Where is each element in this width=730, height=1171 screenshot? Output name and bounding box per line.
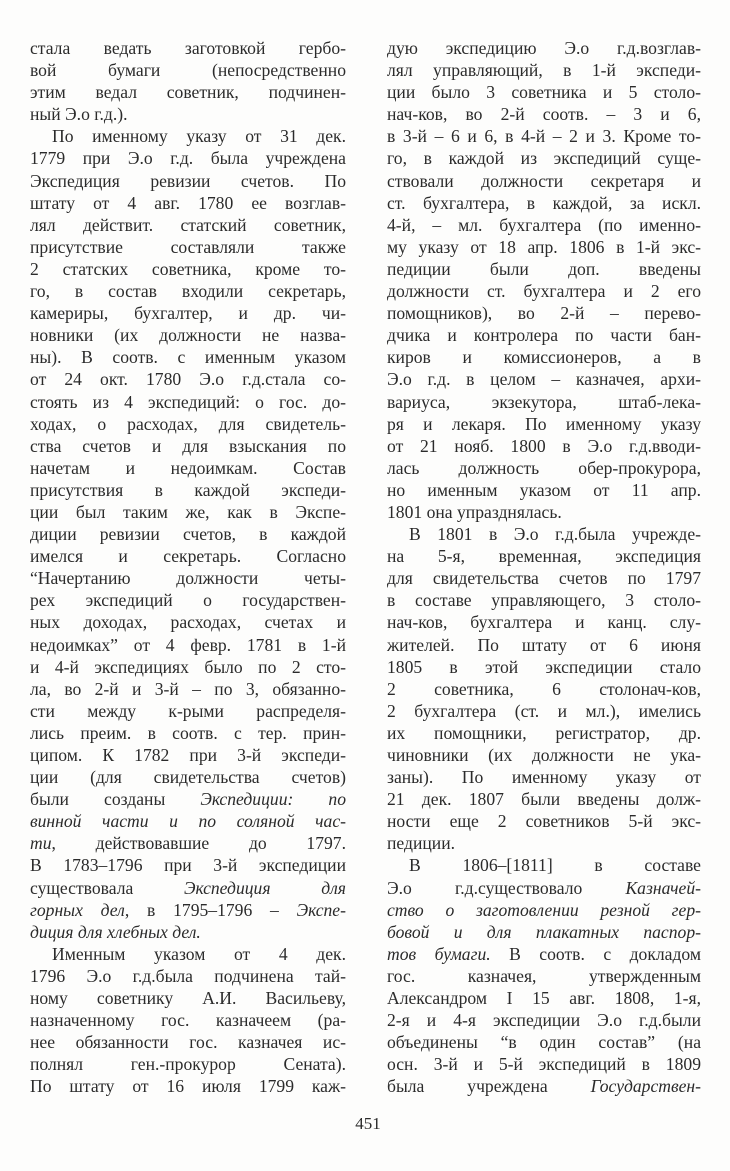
body-text: В соотв. с докладом [490,943,702,964]
text-line [30,236,346,258]
body-text: чиновники (их должности не ука- [387,745,701,765]
text-line [387,567,701,589]
italic-title-text: тов бумаги. [387,943,491,964]
text-line [387,324,701,346]
text-line [30,1009,346,1031]
body-text: 2 статских советника, кроме то- [30,258,346,279]
body-text: дую экспедицию Э.о г.д.возглав- [387,38,701,58]
italic-title-text: диция для хлебных дел. [30,921,201,942]
text-line [387,346,701,368]
text-line [387,854,701,876]
body-text: 2 советника, 6 столонач-ков, [387,678,701,699]
text-line [387,545,701,567]
text-line [387,1075,701,1097]
body-text: была учреждена [387,1076,591,1097]
body-text: нее обязанности гос. казначея ис- [30,1032,346,1053]
body-text: ципом. К 1782 при 3-й экспеди- [30,745,346,765]
text-line [30,965,346,987]
text-line [30,545,346,567]
body-text: в составе управляющего, 3 столо- [387,590,701,611]
text-line [387,766,701,788]
text-line [387,302,701,324]
text-line [387,965,701,987]
text-line [30,302,346,324]
body-text: ходах, о расходах, для свидетель- [30,413,346,434]
text-line [30,192,346,214]
text-line [30,214,346,236]
text-line [30,457,346,479]
body-text: недоимках” от 4 февр. 1781 в 1-й [30,634,346,655]
text-line [387,832,701,854]
body-text: штату от 4 авг. 1780 ее возглав- [30,192,346,213]
text-line [387,236,701,258]
body-text: вой бумаги (непосредственно [30,60,346,81]
body-text: диции ревизии счетов, в каждой [30,524,346,545]
body-text: нач-ков, бухгалтера и канц. слу- [387,612,701,633]
text-line [30,722,346,744]
italic-title-text: ство о заготовлении резной гер- [387,899,701,920]
text-line [387,147,701,169]
text-line [30,810,346,832]
body-text: ла, во 2-й и 3-й – по 3, обязанно- [30,678,346,699]
body-text: сти между к-рыми распределя- [30,700,346,721]
text-line [30,854,346,876]
body-text: жителей. По штату от 6 июня [387,634,701,655]
body-text: “Начертанию должности четы- [30,568,346,589]
body-text: но именным указом от 11 апр. [387,479,701,500]
body-text: ный Э.о г.д.). [30,104,128,125]
italic-title-text: Экспедиции: по [200,789,347,810]
text-line [387,435,701,457]
body-text: рех экспедиций о государствен- [30,590,346,611]
text-line [387,258,701,280]
body-text: назначенному гос. казначеем (ра- [30,1010,346,1031]
italic-title-text: Государствен- [590,1076,701,1097]
text-line [387,280,701,302]
body-text: ции был таким же, как в Экспе- [30,501,346,522]
text-line [387,678,701,700]
body-text: ции (для свидетельства счетов) [30,767,346,788]
body-text: на 5-я, временная, экспедиция [387,546,701,567]
body-text: 4-й, – мл. бухгалтера (по именно- [387,214,701,235]
text-line [387,368,701,390]
left-text-column [30,37,346,1098]
text-line [30,37,346,59]
body-text: дчика и контролера по части бан- [387,325,701,346]
body-text: объединены “в один состав” (на [387,1032,701,1053]
body-text: лял действит. статский советник, [30,214,346,235]
body-text: лась должность обер-прокурора, [387,457,701,478]
body-text: лял управляющий, в 1-й экспеди- [387,60,701,81]
body-text: ства счетов и для взыскания по [30,435,346,456]
text-line [30,611,346,633]
text-line [387,722,701,744]
text-line [30,1075,346,1097]
body-text: 1801 она упразднялась. [387,501,562,522]
text-line [387,810,701,832]
text-line [30,170,346,192]
body-text: начетам и недоимкам. Состав [30,457,346,478]
italic-title-text: бовой и для плакатных паспор- [387,921,701,942]
text-line [30,678,346,700]
text-line [387,391,701,413]
text-line [30,899,346,921]
body-text: , в 1795–1796 – [124,899,297,920]
body-text: го, в состав входили секретарь, [30,281,346,302]
text-line [30,788,346,810]
text-line [387,214,701,236]
body-text: осн. 3-й и 5-й экспедиций в 1809 [387,1054,701,1075]
text-line [30,125,346,147]
text-line [387,457,701,479]
text-line [387,589,701,611]
body-text: 1779 при Э.о г.д. была учреждена [30,148,346,169]
text-line [30,258,346,280]
body-text: педиции. [387,833,456,854]
text-line [30,700,346,722]
text-line [30,567,346,589]
text-line [30,413,346,435]
text-line [30,391,346,413]
body-text: стоять из 4 экспедиций: о гос. до- [30,391,346,412]
body-text: В 1801 в Э.о г.д.была учрежде- [409,524,701,545]
text-line [30,744,346,766]
body-text: По штату от 16 июля 1799 каж- [30,1076,346,1097]
text-line [387,523,701,545]
body-text: ных доходах, расходах, счетах и [30,612,346,633]
text-line [387,125,701,147]
text-line [387,1009,701,1031]
body-text: полнял ген.-прокурор Сената). [30,1054,346,1075]
text-line [30,921,346,943]
body-text: заны). По именному указу от [387,767,701,788]
text-line [387,943,701,965]
body-text: ря и лекаря. По именному указу [387,413,701,434]
text-line [30,435,346,457]
text-line [30,832,346,854]
text-line [30,523,346,545]
text-line [387,170,701,192]
body-text: В 1806–[1811] в составе [409,855,701,876]
body-text: , действовавшие до 1797. [51,833,346,854]
body-text: му указу от 18 апр. 1806 в 1-й экс- [387,236,701,257]
text-line [30,656,346,678]
text-line [30,589,346,611]
body-text: В 1783–1796 при 3-й экспедиции [30,855,346,876]
italic-title-text: Казначей- [625,877,701,898]
text-line [387,1053,701,1075]
body-text: ствовали должности секретаря и [387,170,701,191]
text-line [387,744,701,766]
text-line [30,346,346,368]
body-text: камериры, бухгалтер, и др. чи- [30,303,346,324]
text-line [30,1031,346,1053]
text-line [30,147,346,169]
text-line [30,943,346,965]
body-text: должности ст. бухгалтера и 2 его [387,281,701,302]
italic-title-text: Экспе- [296,899,346,920]
body-text: для свидетельства счетов по 1797 [387,568,701,589]
body-text: 1796 Э.о г.д.была подчинена тай- [30,965,346,986]
text-line [387,921,701,943]
text-line [30,81,346,103]
text-line [30,501,346,523]
text-line [30,368,346,390]
body-text: имелся и секретарь. Согласно [30,546,346,567]
body-text: присутствия в каждой экспеди- [30,479,346,500]
text-line [387,81,701,103]
body-text: ст. бухгалтера, в каждой, за искл. [387,192,701,213]
body-text: 2-я и 4-я экспедиции Э.о г.д.были [387,1010,701,1031]
body-text: вариуса, экзекутора, штаб-лека- [387,391,701,412]
page-number: 451 [355,1114,381,1133]
body-text: 1805 в этой экспедиции стало [387,656,701,677]
text-line [387,877,701,899]
body-text: Э.о г.д. в целом – казначея, архи- [387,369,701,390]
text-line [387,700,701,722]
body-text: ции было 3 советника и 5 столо- [387,82,701,103]
body-text: Экспедиция ревизии счетов. По [30,170,346,191]
body-text: лись преим. в соотв. с тер. прин- [30,722,346,743]
body-text: 21 дек. 1807 были введены долж- [387,789,701,810]
body-text: существовала [30,877,184,898]
body-text: ны). В соотв. с именным указом [30,347,346,368]
text-line [387,501,701,523]
italic-title-text: винной части и по соляной час- [30,811,346,832]
body-text: Александром I 15 авг. 1808, 1-я, [387,988,701,1009]
body-text: их помощники, регистратор, др. [387,722,701,743]
text-line [30,324,346,346]
body-text: в 3-й – 6 и 6, в 4-й – 2 и 3. Кроме то- [387,126,701,147]
italic-title-text: ти [30,833,52,854]
body-text: помощников), во 2-й – перево- [387,303,701,324]
body-text: ности еще 2 советников 5-й экс- [387,811,701,832]
text-line [387,37,701,59]
text-line [387,656,701,678]
body-text: Именным указом от 4 дек. [52,943,346,964]
text-line [30,634,346,656]
text-line [30,59,346,81]
text-line [387,1031,701,1053]
body-text: киров и комиссионеров, а в [387,347,701,368]
text-line [30,987,346,1009]
body-text: Э.о г.д.существовало [387,877,626,898]
body-text: стала ведать заготовкой гербо- [30,38,346,58]
body-text: от 24 окт. 1780 Э.о г.д.стала со- [30,369,346,390]
text-line [387,611,701,633]
text-line [387,59,701,81]
text-line [387,103,701,125]
body-text: По именному указу от 31 дек. [52,126,346,147]
text-line [387,634,701,656]
text-line [387,479,701,501]
body-text: этим ведал советник, подчинен- [30,82,346,103]
body-text: ному советнику А.И. Васильеву, [30,988,346,1009]
text-line [30,1053,346,1075]
body-text: нач-ков, во 2-й соотв. – 3 и 6, [387,104,701,125]
body-text: 2 бухгалтера (ст. и мл.), имелись [387,700,701,721]
text-line [30,479,346,501]
body-text: были созданы [30,789,201,810]
text-line [30,103,346,125]
text-line [387,788,701,810]
body-text: новники (их должности не назва- [30,325,346,346]
text-line [30,877,346,899]
body-text: педиции были доп. введены [387,258,701,279]
italic-title-text: горных дел [30,899,125,920]
body-text: присутствие составляли также [30,236,346,257]
text-line [387,987,701,1009]
text-line [387,413,701,435]
text-line [387,192,701,214]
text-line [30,766,346,788]
body-text: гос. казначея, утвержденным [387,965,701,986]
body-text: го, в каждой из экспедиций суще- [387,148,701,169]
text-line [387,899,701,921]
body-text: и 4-й экспедициях было по 2 сто- [30,656,346,677]
body-text: от 21 нояб. 1800 в Э.о г.д.вводи- [387,435,701,456]
right-text-column [387,37,701,1098]
italic-title-text: Экспедиция для [184,877,346,898]
text-line [30,280,346,302]
